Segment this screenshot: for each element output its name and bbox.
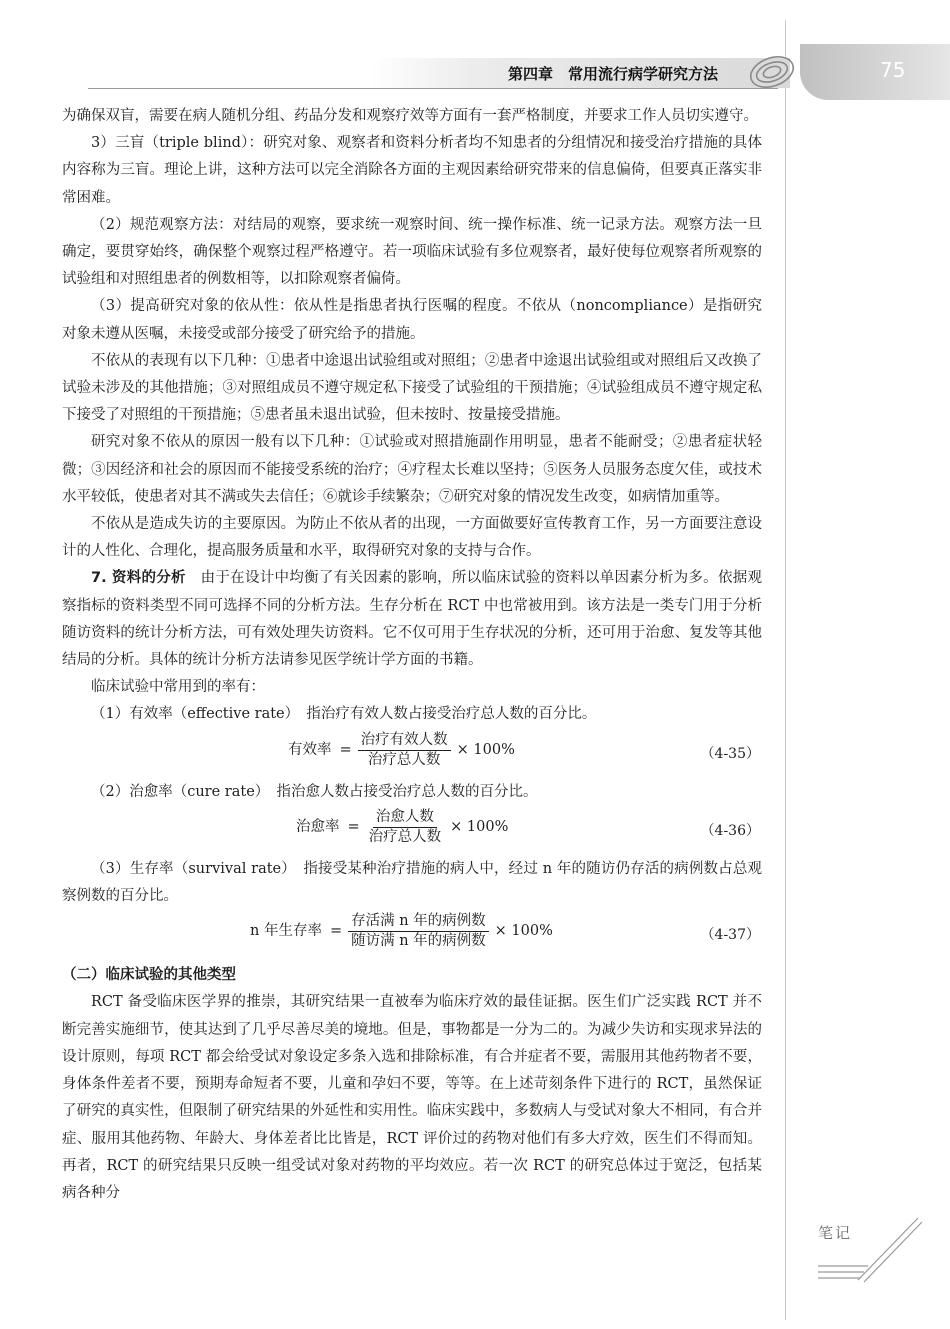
header-rule [88, 88, 778, 89]
paragraph: 为确保双盲，需要在病人随机分组、药品分发和观察疗效等方面有一套严格制度，并要求工作人员切实遵守。 [62, 108, 758, 124]
paragraph: （2）治愈率（cure rate） 指治愈人数占接受治疗总人数的百分比。 [91, 783, 538, 800]
formula-lhs: n 年生存率 [250, 923, 322, 940]
formula-lhs: 有效率 [288, 741, 332, 758]
page-number-tab [800, 44, 950, 100]
formula-lhs: 治愈率 [296, 818, 340, 835]
paragraph: RCT 备受临床医学界的推崇，其研究结果一直被奉为临床疗效的最佳证据。医生们广泛实践 RCT 并不断完善实施细节，使其达到了几乎尽善尽美的境地。但是，事物都是一分为二的。为减少失访和实现求异法的设计原则，每项 RCT 都会给受试对象设定多条入选和排除标准，有合并症者不要，需服用其他药物者不要，身体条件差者不要，预期寿命短者不要，儿童和孕妇不要，等等。在上述苛刻条件下进行的 RCT，虽然保证了研究的真实性，但限制了研究结果的外延性和实用性。临床实践中，多数病人与受试对象大不相同，有合并症、服用其他药物、年龄大、身体差者比比皆是，RCT 评价过的药物对他们有多大疗效，医生们不得而知。再者，RCT 的研究结果只反映一组受试对象对药物的平均效应。若一次 RCT 的研究总体过于宽泛，包括某病各种分 [62, 994, 762, 1201]
page-number: 75 [880, 58, 906, 82]
paragraph [62, 565, 762, 674]
formula-multiplier: × 100% [456, 741, 515, 758]
formula-numerator: 治疗有效人数 [358, 731, 451, 751]
paragraph: 不依从是造成失访的主要原因。为防止不依从者的出现，一方面做要好宣传教育工作，另一方面要注意设计的人性化、合理化，提高服务质量和水平，取得研究对象的支持与合作。 [62, 516, 762, 560]
formula-number: （4-35） [700, 745, 760, 762]
section-heading: （二）临床试验的其他类型 [62, 967, 236, 984]
paragraph: （2）规范观察方法：对结局的观察，要求统一观察时间、统一操作标准、统一记录方法。观察方法一旦确定，要贯穿始终，确保整个观察过程严格遵守。若一项临床试验有多位观察者，最好使每位观察者所观察的试验组和对照组患者的例数相等，以扣除观察者偏倚。 [62, 216, 762, 288]
formula-equals: = [347, 818, 360, 835]
formula-denominator: 治疗总人数 [367, 751, 441, 768]
formula-4-37 [62, 910, 762, 960]
paragraph: 研究对象不依从的原因一般有以下几种：①试验或对照措施副作用明显，患者不能耐受；②患者症状轻微；③因经济和社会的原因而不能接受系统的治疗；④疗程太长难以坚持；⑤医务人员服务态度欠佳，或技术水平较低，使患者对其不满或失去信任；⑥就诊手续繁杂；⑦研究对象的情况发生改变，如病情加重等。 [62, 434, 762, 505]
formula-equals: = [339, 741, 352, 758]
page-content [62, 103, 762, 1207]
paragraph: （3）提高研究对象的依从性：依从性是指患者执行医嘱的程度。不依从（noncompliance）是指研究对象未遵从医嘱，未接受或部分接受了研究给予的措施。 [62, 298, 762, 342]
formula-4-36 [62, 806, 762, 856]
margin-rule [785, 20, 786, 1320]
notes-label: 笔记 [818, 1224, 853, 1242]
paragraph: （3）生存率（survival rate） 指接受某种治疗措施的病人中，经过 n 年的随访仍存活的病例数占总观察例数的百分比。 [62, 860, 762, 905]
formula-number: （4-37） [700, 927, 760, 944]
formula-numerator: 存活满 n 年的病例数 [348, 912, 489, 932]
formula-fraction [358, 731, 451, 770]
formula-numerator: 治愈人数 [373, 808, 437, 828]
subsection-lead: 7. 资料的分析 [91, 570, 186, 587]
formula-denominator: 治疗总人数 [368, 828, 442, 845]
formula-denominator: 随访满 n 年的病例数 [351, 933, 486, 950]
paragraph: 不依从的表现有以下几种：①患者中途退出试验组或对照组；②患者中途退出试验组或对照组后又改换了试验未涉及的其他措施；③对照组成员不遵守规定私下接受了试验组的干预措施；④试验组成员不遵守规定私下接受了对照组的干预措施；⑤患者虽未退出试验，但未按时、按量接受措施。 [62, 352, 762, 424]
paragraph: （1）有效率（effective rate） 指治疗有效人数占接受治疗总人数的百分比。 [91, 706, 597, 723]
formula-fraction [348, 912, 489, 951]
chapter-title: 第四章 常用流行病学研究方法 [507, 65, 718, 83]
formula-fraction [366, 808, 445, 847]
formula-multiplier: × 100% [494, 923, 553, 940]
pencil-icon [806, 1210, 926, 1290]
paragraph: 临床试验中常用到的率有： [91, 679, 265, 696]
formula-equals: = [329, 923, 343, 940]
swirl-logo-icon [746, 44, 798, 96]
paragraph-text: 由于在设计中均衡了有关因素的影响，所以临床试验的资料以单因素分析为多。依据观察指标的资料类型不同可选择不同的分析方法。生存分析在 RCT 中也常被用到。该方法是一类专门用于分析随访资料的统计分析方法，可有效处理失访资料。它不仅可用于生存状况的分析，还可用于治愈、复发等其他结局的分析。具体的统计分析方法请参见医学统计学方面的书籍。 [62, 570, 763, 669]
paragraph: 3）三盲（triple blind）：研究对象、观察者和资料分析者均不知患者的分组情况和接受治疗措施的具体内容称为三盲。理论上讲，这种方法可以完全消除各方面的主观因素给研究带来的信息偏倚，但要真正落实非常困难。 [62, 135, 762, 206]
formula-4-35 [62, 729, 762, 779]
formula-number: （4-36） [700, 822, 760, 839]
formula-multiplier: × 100% [450, 818, 509, 835]
